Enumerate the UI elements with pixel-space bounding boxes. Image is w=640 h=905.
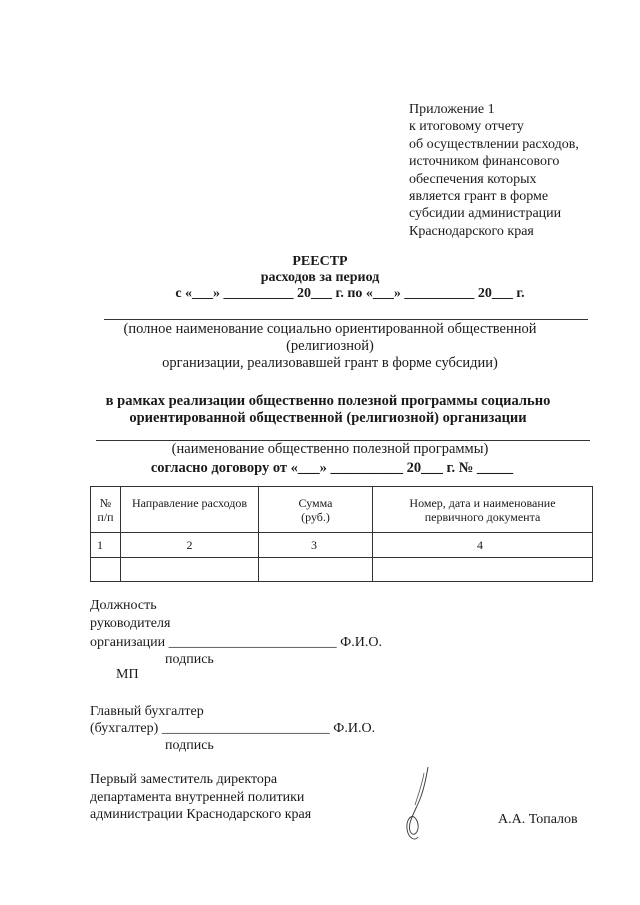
head-signature-line: организации ________________________ Ф.И.О. (90, 635, 382, 650)
table-cell: 3 (259, 533, 373, 558)
appendix-line: Краснодарского края (409, 223, 534, 239)
table-cell: 4 (373, 533, 593, 558)
accountant-signature-line: (бухгалтер) ________________________ Ф.И.О. (90, 721, 376, 736)
official-title: Первый заместитель директора (90, 772, 278, 787)
appendix-line: к итоговому отчету (409, 119, 524, 135)
org-note-line: организации, реализовавшей грант в форме субсидии) (162, 355, 498, 371)
official-name: А.А. Топалов (498, 812, 578, 827)
org-note-line: (полное наименование социально ориентированной общественной (123, 321, 537, 337)
program-heading: в рамках реализации общественно полезной программы социально (105, 393, 551, 409)
register-table (90, 486, 593, 582)
table-cell: 2 (121, 533, 259, 558)
accountant-label: Главный бухгалтер (90, 704, 204, 719)
appendix-block (409, 101, 579, 240)
appendix-line: Приложение 1 (409, 102, 495, 117)
header-cell-direction: Направление расходов (121, 487, 259, 533)
table-row (91, 533, 593, 558)
org-note-line: (религиозной) (286, 338, 374, 354)
table-cell (121, 558, 259, 582)
header-cell-document: Номер, дата и наименование первичного документа (373, 487, 593, 533)
signature-caption: подпись (165, 738, 214, 753)
head-position-label: руководителя (90, 616, 171, 631)
table-header-row (91, 487, 593, 533)
appendix-line: обеспечения которых (409, 171, 537, 187)
header-cell-sum: Сумма (руб.) (259, 487, 373, 533)
header-cell-number: № п/п (91, 487, 121, 533)
appendix-line: является грант в форме (409, 189, 549, 205)
appendix-line: субсидии администрации (409, 206, 562, 222)
official-title: администрации Краснодарского края (90, 807, 312, 822)
period-line: с «___» __________ 20___ г. по «___» __________ 20___ г. (175, 286, 525, 301)
table-cell: 1 (91, 533, 121, 558)
table-cell (259, 558, 373, 582)
stamp-label: МП (116, 667, 139, 682)
appendix-line: источником финансового (409, 154, 560, 170)
appendix-line: об осуществлении расходов, (409, 136, 579, 152)
table-cell (373, 558, 593, 582)
head-position-label: Должность (90, 598, 157, 613)
signature-caption: подпись (165, 652, 214, 667)
document-subtitle: расходов за период (260, 270, 380, 285)
table-cell (91, 558, 121, 582)
contract-line: согласно договору от «___» __________ 20___ г. № _____ (150, 460, 514, 476)
document-title: РЕЕСТР (292, 254, 348, 269)
official-title: департамента внутренней политики (90, 790, 305, 805)
handwritten-signature (398, 765, 438, 845)
org-name-line (104, 319, 588, 320)
table-row (91, 558, 593, 582)
program-note: (наименование общественно полезной программы) (171, 441, 489, 457)
program-heading: ориентированной общественной (религиозной) организации (129, 410, 527, 426)
